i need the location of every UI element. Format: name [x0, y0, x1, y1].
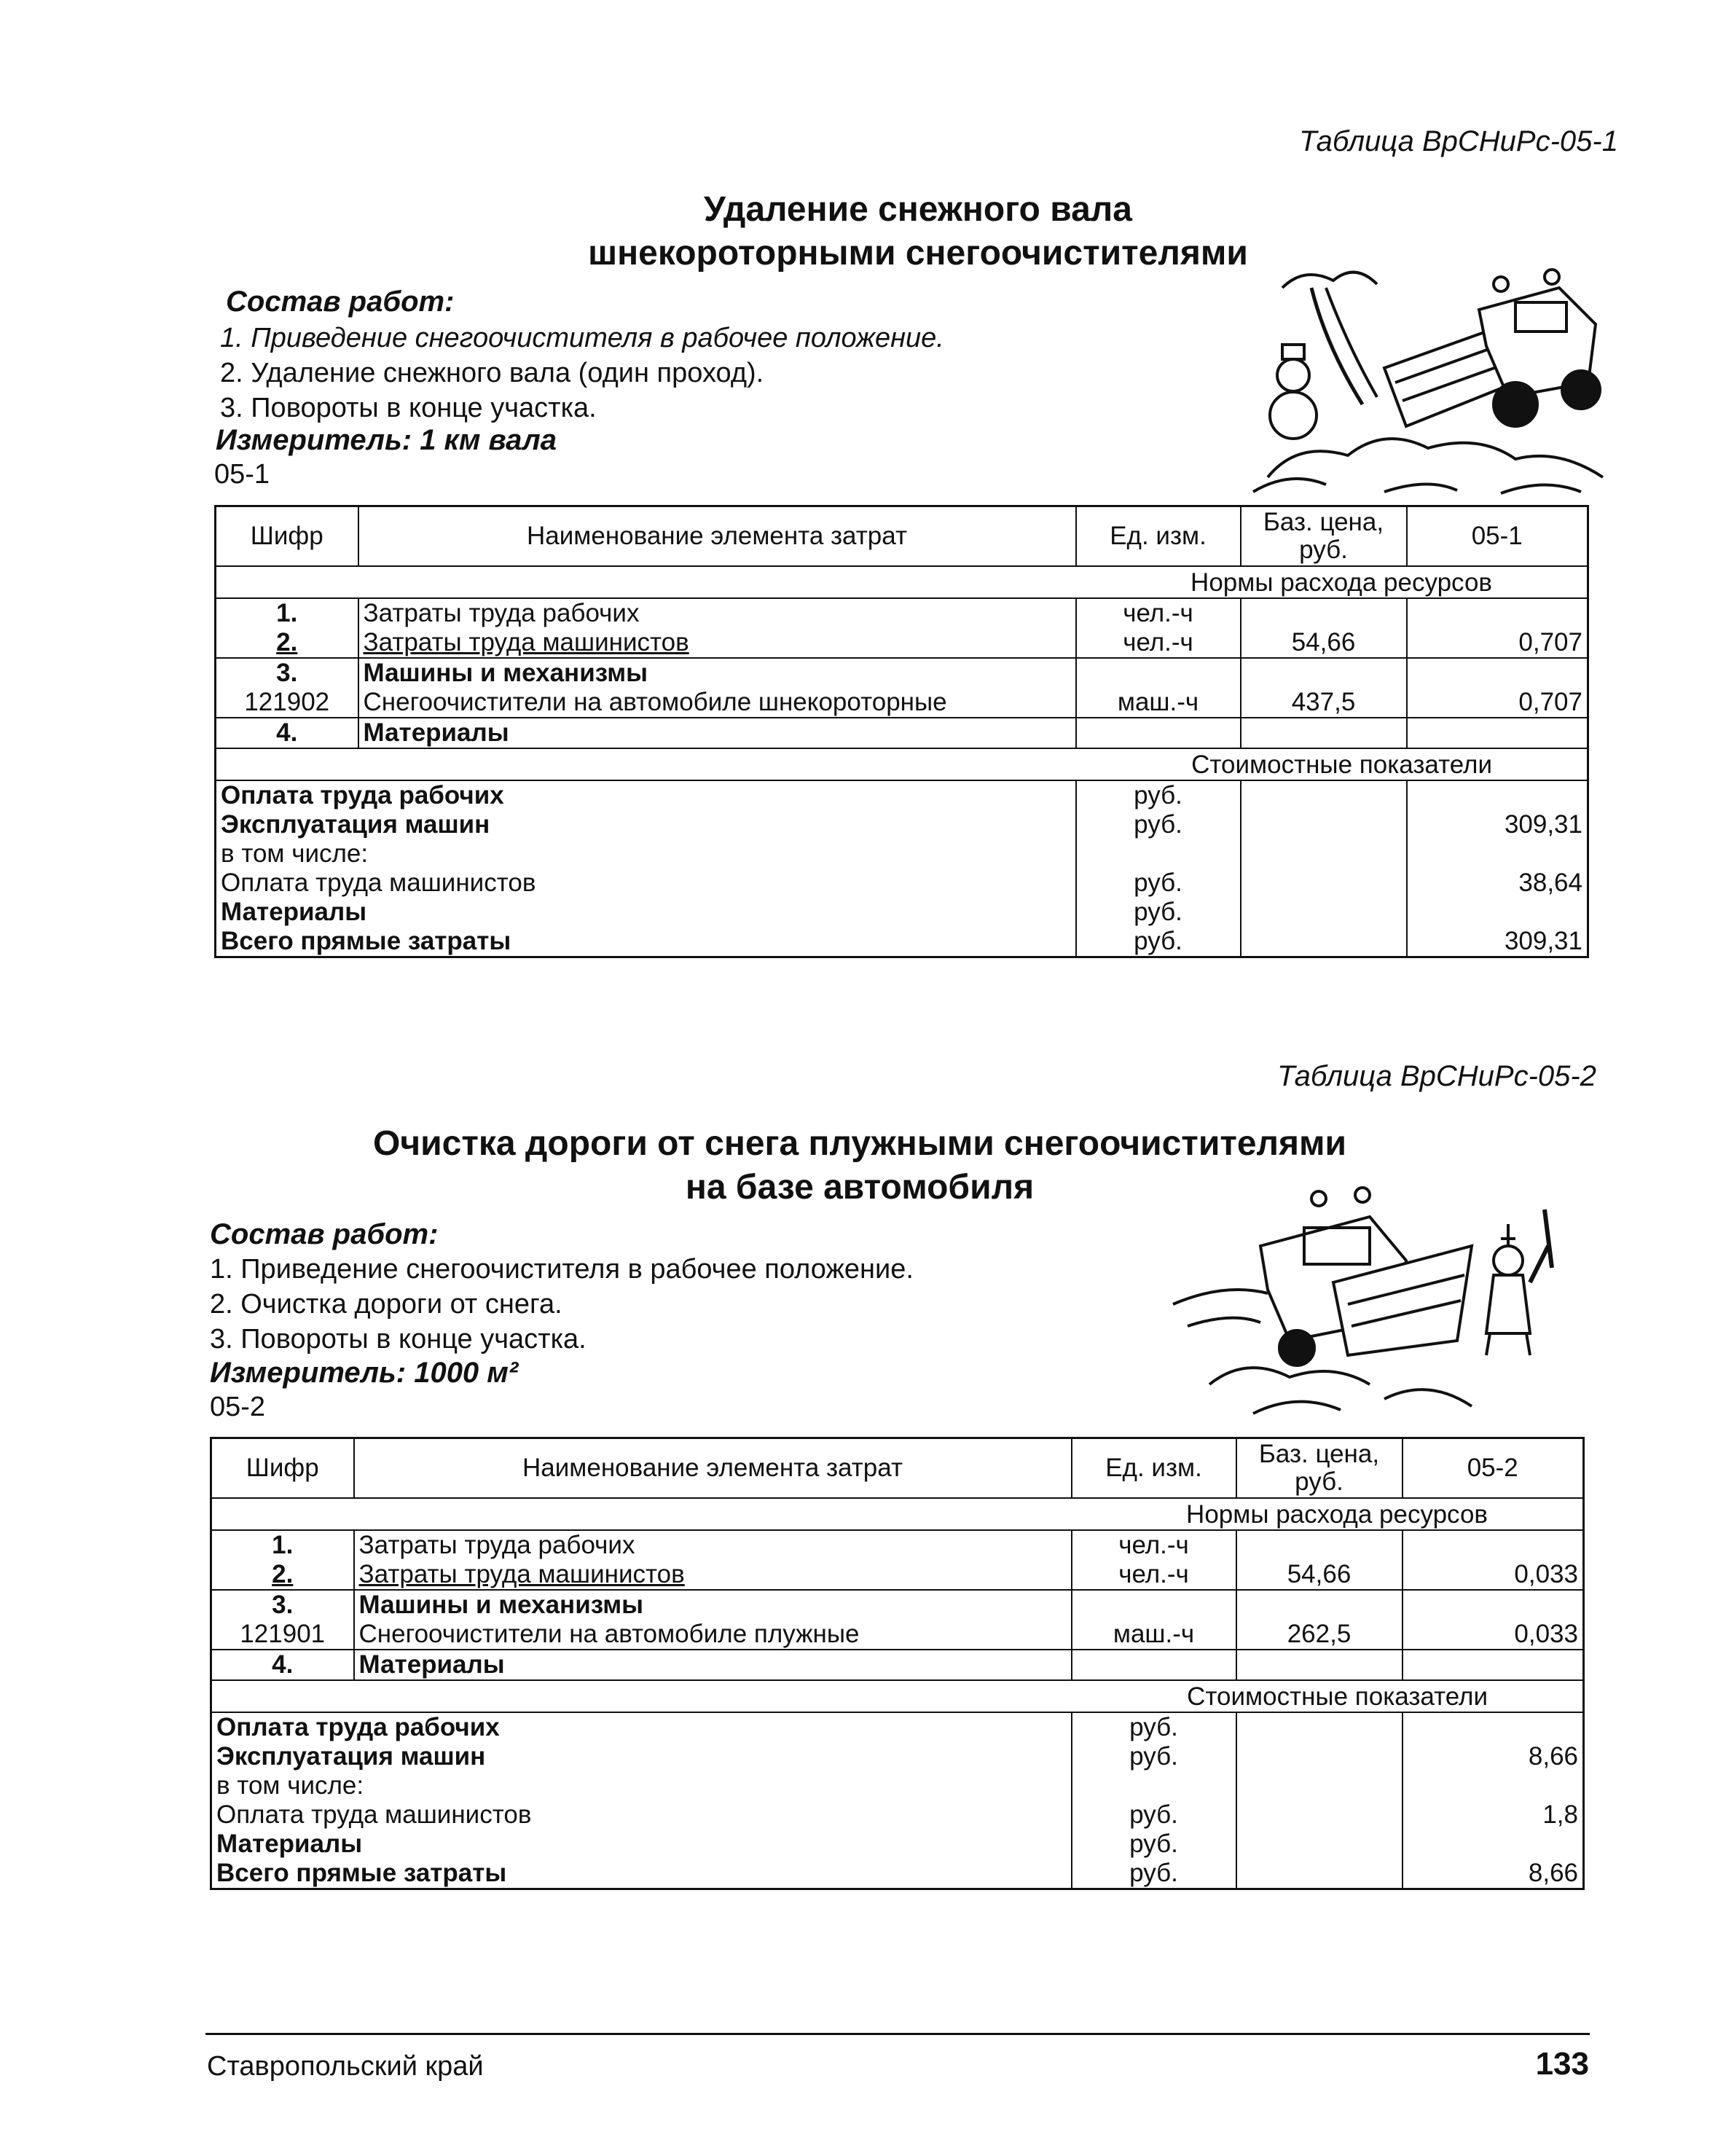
- cost-value: [1403, 1771, 1584, 1800]
- row-value: 0,707: [1407, 628, 1588, 658]
- row-price: [1236, 1590, 1403, 1620]
- row-name: Материалы: [358, 718, 1076, 748]
- cost-price: [1241, 780, 1407, 810]
- step-item: 1. Приведение снегоочистителя в рабочее положение.: [220, 323, 944, 353]
- cost-row: [216, 927, 1588, 957]
- row-num: 1.: [276, 599, 298, 627]
- row-price: 54,66: [1236, 1560, 1403, 1590]
- cost-unit: [1072, 1771, 1236, 1800]
- row-num: 4.: [211, 1650, 354, 1680]
- cost-price: [1241, 869, 1407, 898]
- cost-row: [211, 1800, 1584, 1830]
- row-num: 2.: [276, 628, 298, 656]
- row-unit: маш.-ч: [1076, 688, 1241, 718]
- row-name: Машины и механизмы: [354, 1590, 1072, 1620]
- cost-row: [216, 810, 1588, 839]
- cost-row: [216, 898, 1588, 927]
- row-value: [1403, 1590, 1584, 1620]
- cost-value: 8,66: [1403, 1742, 1584, 1771]
- row-num: 3.: [211, 1590, 354, 1620]
- header-code: Шифр: [216, 506, 358, 567]
- cost-price: [1241, 927, 1407, 957]
- row-value: 0,033: [1403, 1560, 1584, 1590]
- row-price: 54,66: [1241, 628, 1407, 658]
- cost-name: в том числе:: [216, 1771, 364, 1800]
- cost-unit: руб.: [1076, 927, 1241, 957]
- norms-label: Нормы расхода ресурсов: [216, 566, 1588, 598]
- title-line: Очистка дороги от снега плужными снегоочистителями: [372, 1124, 1347, 1163]
- footer-rule: [205, 2033, 1590, 2035]
- cost-name: Оплата труда машинистов: [221, 869, 536, 897]
- cost-value: [1403, 1712, 1584, 1742]
- cost-value: 1,8: [1403, 1800, 1584, 1830]
- norms-band: [216, 566, 1588, 598]
- row-price: 262,5: [1236, 1620, 1403, 1650]
- cost-unit: руб.: [1076, 810, 1241, 839]
- cost-name: Эксплуатация машин: [221, 810, 490, 839]
- row-name: Машины и механизмы: [358, 658, 1076, 688]
- steps-list: [210, 1252, 914, 1357]
- table-header-row: [211, 1438, 1584, 1499]
- cost-price: [1236, 1771, 1403, 1800]
- row-unit: маш.-ч: [1072, 1620, 1236, 1650]
- row-value: [1403, 1530, 1584, 1560]
- row-unit: [1076, 718, 1241, 748]
- cost-row: [216, 839, 1588, 869]
- composition-label: Состав работ:: [210, 1218, 439, 1250]
- title-line: на базе автомобиля: [685, 1168, 1035, 1207]
- row-num: 121901: [240, 1620, 326, 1648]
- table-tag: Таблица ВрСНиРс-05-1: [1299, 125, 1618, 157]
- cost-name: Всего прямые затраты: [216, 1859, 507, 1887]
- cost-unit: руб.: [1072, 1712, 1236, 1742]
- cost-price: [1241, 839, 1407, 869]
- cost-band: [216, 748, 1588, 780]
- cost-price: [1241, 810, 1407, 839]
- row-value: [1403, 1650, 1584, 1680]
- norms-label: Нормы расхода ресурсов: [211, 1498, 1584, 1530]
- row-name: Материалы: [354, 1650, 1072, 1680]
- row-num: 121902: [244, 688, 330, 716]
- row-name: Затраты труда машинистов: [354, 1560, 1072, 1590]
- row-value: [1407, 598, 1588, 628]
- cost-row: [211, 1712, 1584, 1742]
- cost-name: в том числе:: [221, 839, 369, 868]
- cost-row: [211, 1830, 1584, 1859]
- step-item: 1. Приведение снегоочистителя в рабочее положение.: [210, 1254, 914, 1285]
- row-value: 0,033: [1403, 1620, 1584, 1650]
- cost-name: Материалы: [216, 1830, 363, 1858]
- cost-name: Материалы: [221, 898, 367, 926]
- row-unit: чел.-ч: [1076, 598, 1241, 628]
- header-norm: 05-1: [1407, 506, 1588, 567]
- row-price: [1241, 658, 1407, 688]
- row-unit: чел.-ч: [1076, 628, 1241, 658]
- code-label: 05-1: [214, 459, 270, 490]
- cost-value: 309,31: [1407, 810, 1588, 839]
- auger-snowplow-illustration: [1239, 259, 1617, 499]
- row-num: 3.: [216, 658, 358, 688]
- row-price: [1241, 598, 1407, 628]
- table-row: [211, 1620, 1584, 1650]
- table-row: [216, 718, 1588, 748]
- row-price: [1236, 1530, 1403, 1560]
- cost-value: [1407, 839, 1588, 869]
- table-header-row: [216, 506, 1588, 567]
- table-row: [211, 1530, 1584, 1560]
- composition-label: Состав работ:: [226, 286, 455, 318]
- cost-unit: руб.: [1076, 869, 1241, 898]
- step-item: 3. Повороты в конце участка.: [210, 1324, 587, 1355]
- cost-row: [216, 780, 1588, 810]
- title-line: Удаление снежного вала: [704, 190, 1132, 229]
- table-tag: Таблица ВрСНиРс-05-2: [1277, 1060, 1596, 1092]
- cost-unit: руб.: [1076, 780, 1241, 810]
- cost-row: [211, 1742, 1584, 1771]
- steps-list: [220, 321, 944, 426]
- code-label: 05-2: [210, 1392, 266, 1422]
- table-row: [216, 598, 1588, 628]
- cost-row: [216, 869, 1588, 898]
- cost-row: [211, 1859, 1584, 1889]
- cost-price: [1236, 1712, 1403, 1742]
- row-value: 0,707: [1407, 688, 1588, 718]
- title-line: шнекороторными снегоочистителями: [588, 234, 1248, 273]
- row-price: [1241, 718, 1407, 748]
- cost-name: Эксплуатация машин: [216, 1742, 486, 1771]
- cost-value: [1407, 780, 1588, 810]
- table-row: [216, 688, 1588, 718]
- row-price: [1236, 1650, 1403, 1680]
- cost-name: Оплата труда рабочих: [221, 781, 504, 810]
- header-name: Наименование элемента затрат: [354, 1438, 1072, 1499]
- row-unit: [1072, 1650, 1236, 1680]
- cost-unit: [1076, 839, 1241, 869]
- header-unit: Ед. изм.: [1072, 1438, 1236, 1499]
- cost-unit: руб.: [1072, 1742, 1236, 1771]
- row-unit: [1072, 1590, 1236, 1620]
- cost-value: 8,66: [1403, 1859, 1584, 1889]
- cost-label: Стоимостные показатели: [211, 1680, 1584, 1712]
- cost-price: [1241, 898, 1407, 927]
- row-name: Снегоочистители на автомобиле шнекороторные: [358, 688, 1076, 718]
- cost-unit: руб.: [1072, 1830, 1236, 1859]
- header-norm: 05-2: [1403, 1438, 1584, 1499]
- row-unit: [1076, 658, 1241, 688]
- cost-price: [1236, 1742, 1403, 1771]
- measure-label: Измеритель: 1000 м²: [210, 1357, 519, 1389]
- step-item: 2. Удаление снежного вала (один проход).: [220, 358, 764, 388]
- cost-value: 38,64: [1407, 869, 1588, 898]
- cost-label: Стоимостные показатели: [216, 748, 1588, 780]
- cost-value: [1403, 1830, 1584, 1859]
- header-unit: Ед. изм.: [1076, 506, 1241, 567]
- row-unit: чел.-ч: [1072, 1560, 1236, 1590]
- cost-price: [1236, 1800, 1403, 1830]
- measure-label: Измеритель: 1 км вала: [216, 424, 557, 456]
- step-item: 3. Повороты в конце участка.: [220, 393, 597, 423]
- plow-snowplow-illustration: [1166, 1166, 1574, 1428]
- row-num: 1.: [272, 1531, 294, 1559]
- cost-value: [1407, 898, 1588, 927]
- cost-price: [1236, 1859, 1403, 1889]
- footer-region: Ставропольский край: [207, 2051, 484, 2082]
- row-value: [1407, 658, 1588, 688]
- row-unit: чел.-ч: [1072, 1530, 1236, 1560]
- row-value: [1407, 718, 1588, 748]
- table-row: [211, 1650, 1584, 1680]
- norms-band: [211, 1498, 1584, 1530]
- cost-name: Оплата труда рабочих: [216, 1713, 500, 1741]
- page-number: 133: [1535, 2046, 1589, 2082]
- header-price: Баз. цена, руб.: [1241, 506, 1407, 567]
- table-row: [211, 1560, 1584, 1590]
- cost-value: 309,31: [1407, 927, 1588, 957]
- row-price: 437,5: [1241, 688, 1407, 718]
- table-row: [216, 628, 1588, 658]
- cost-unit: руб.: [1076, 898, 1241, 927]
- cost-row: [211, 1771, 1584, 1800]
- cost-unit: руб.: [1072, 1800, 1236, 1830]
- row-num: 4.: [216, 718, 358, 748]
- row-name: Затраты труда машинистов: [358, 628, 1076, 658]
- cost-name: Оплата труда машинистов: [216, 1800, 532, 1829]
- step-item: 2. Очистка дороги от снега.: [210, 1289, 562, 1320]
- resource-table: [214, 505, 1589, 958]
- cost-unit: руб.: [1072, 1859, 1236, 1889]
- table-row: [216, 658, 1588, 688]
- row-num: 2.: [272, 1560, 294, 1588]
- resource-table: [210, 1437, 1585, 1890]
- row-name: Затраты труда рабочих: [358, 598, 1076, 628]
- cost-name: Всего прямые затраты: [221, 927, 511, 955]
- table-row: [211, 1590, 1584, 1620]
- header-name: Наименование элемента затрат: [358, 506, 1076, 567]
- header-code: Шифр: [211, 1438, 354, 1499]
- cost-band: [211, 1680, 1584, 1712]
- header-price: Баз. цена, руб.: [1236, 1438, 1403, 1499]
- row-name: Снегоочистители на автомобиле плужные: [354, 1620, 1072, 1650]
- cost-price: [1236, 1830, 1403, 1859]
- row-name: Затраты труда рабочих: [354, 1530, 1072, 1560]
